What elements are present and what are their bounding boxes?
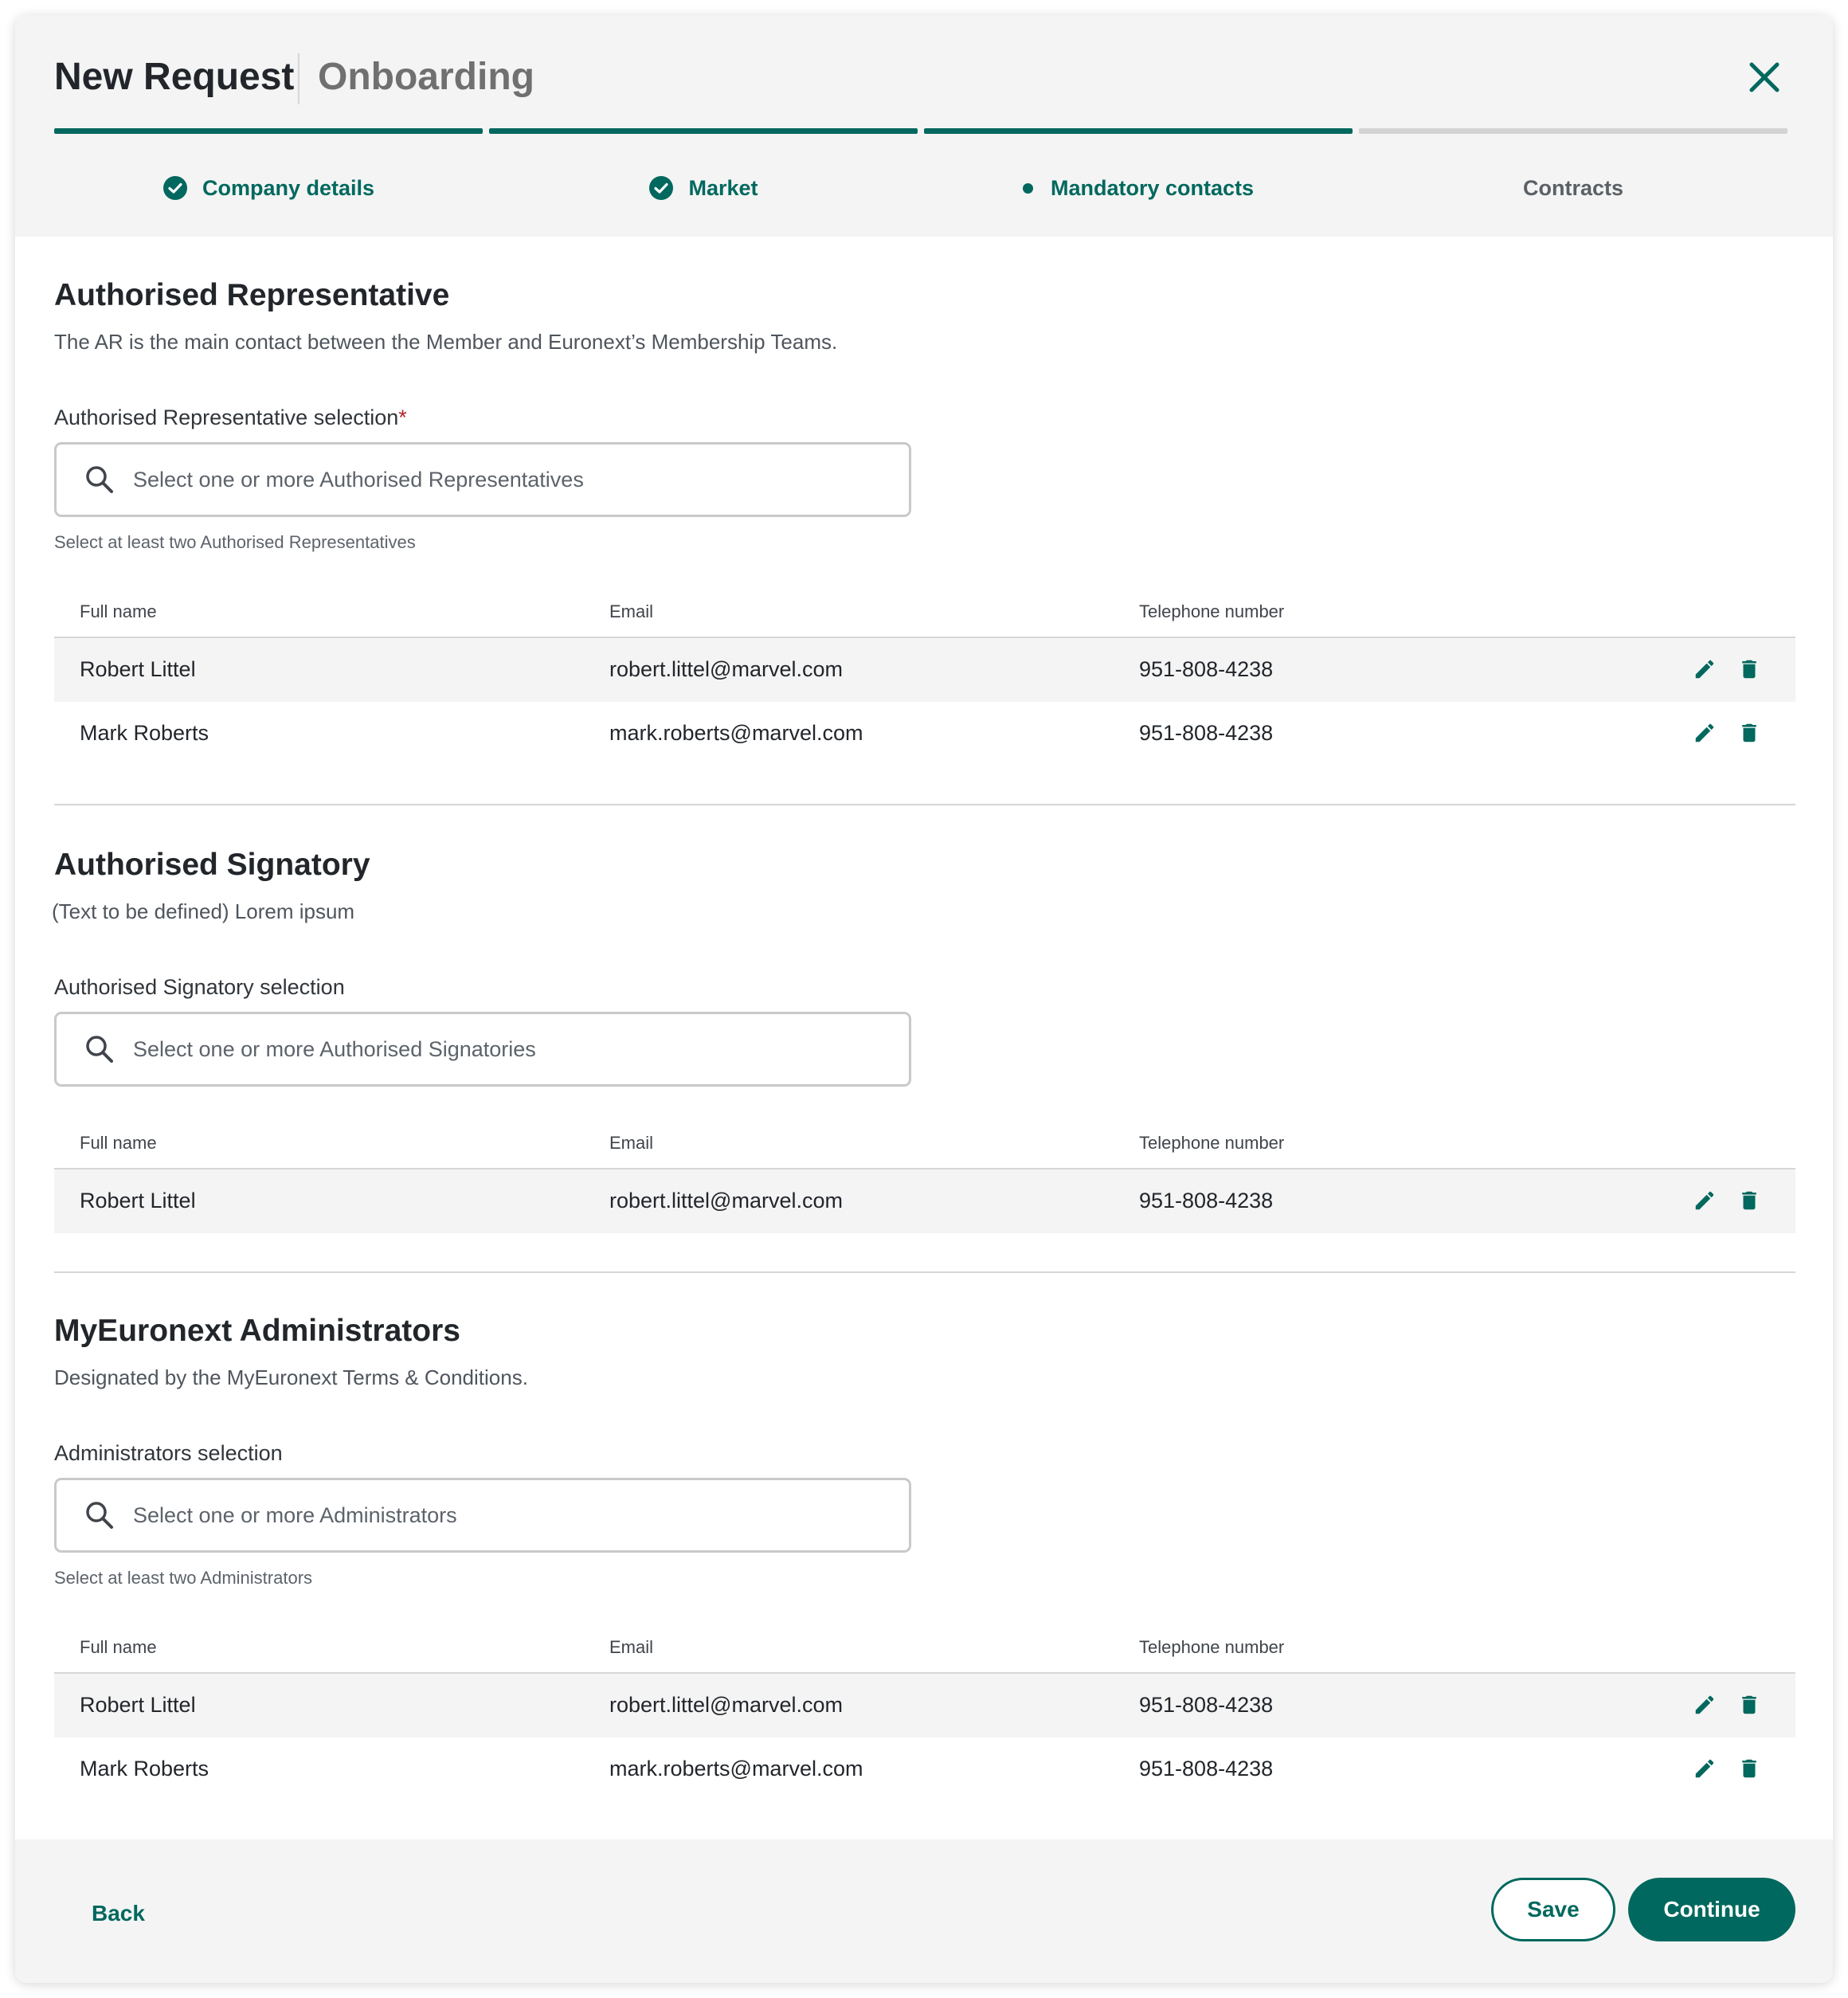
edit-button[interactable] [1691, 1755, 1718, 1782]
table-header [54, 1624, 1795, 1674]
search-icon [84, 464, 116, 496]
close-icon [1745, 58, 1783, 96]
section-desc-ar: The AR is the main contact between the Member and Euronext’s Membership Teams. [54, 330, 838, 354]
search-icon [84, 1499, 116, 1531]
pencil-icon [1693, 657, 1717, 681]
col-email: Email [609, 1133, 654, 1153]
ar-table [54, 589, 1795, 766]
delete-button[interactable] [1736, 719, 1763, 746]
table-header [54, 1120, 1795, 1169]
page-subtitle: Onboarding [318, 56, 534, 98]
step-company-details[interactable] [54, 168, 483, 208]
cell-email: robert.littel@marvel.com [609, 1693, 843, 1717]
admin-search-field[interactable] [54, 1478, 911, 1553]
section-divider [54, 804, 1795, 805]
pencil-icon [1693, 1693, 1717, 1717]
col-telephone: Telephone number [1139, 1133, 1285, 1153]
cell-email: robert.littel@marvel.com [609, 1189, 843, 1213]
pencil-icon [1693, 721, 1717, 745]
search-icon [84, 1033, 116, 1065]
as-table [54, 1120, 1795, 1233]
trash-icon [1737, 657, 1761, 681]
cell-email: mark.roberts@marvel.com [609, 721, 863, 745]
edit-button[interactable] [1691, 1691, 1718, 1718]
continue-button[interactable]: Continue [1628, 1878, 1795, 1941]
cell-phone: 951-808-4238 [1139, 1757, 1274, 1781]
pencil-icon [1693, 1189, 1717, 1213]
cell-phone: 951-808-4238 [1139, 1189, 1274, 1213]
cell-phone: 951-808-4238 [1139, 721, 1274, 745]
edit-button[interactable] [1691, 656, 1718, 683]
section-title-ar: Authorised Representative [54, 278, 450, 312]
col-full-name: Full name [80, 1637, 157, 1657]
cell-email: robert.littel@marvel.com [609, 657, 843, 681]
field-label-admin: Administrators selection [54, 1441, 283, 1465]
step-label-text: Market [688, 175, 758, 200]
required-mark: * [398, 405, 407, 429]
table-header [54, 589, 1795, 638]
cell-phone: 951-808-4238 [1139, 657, 1274, 681]
step-contracts[interactable] [1359, 168, 1787, 208]
delete-button[interactable] [1736, 1187, 1763, 1214]
admin-table [54, 1624, 1795, 1801]
cell-email: mark.roberts@marvel.com [609, 1757, 863, 1781]
cell-name: Robert Littel [80, 1693, 196, 1717]
back-button[interactable]: Back [92, 1901, 145, 1926]
trash-icon [1737, 1189, 1761, 1213]
col-full-name: Full name [80, 601, 157, 621]
section-desc-as: (Text to be defined) Lorem ipsum [52, 899, 355, 923]
col-full-name: Full name [80, 1133, 157, 1153]
field-label-as: Authorised Signatory selection [54, 975, 345, 999]
col-email: Email [609, 601, 654, 621]
step-bar-mandatory-contacts [924, 128, 1353, 134]
trash-icon [1737, 1757, 1761, 1781]
step-bar-market [489, 128, 918, 134]
cell-name: Robert Littel [80, 657, 196, 681]
check-circle-icon [648, 175, 674, 201]
pencil-icon [1693, 1757, 1717, 1781]
section-title-admin: MyEuronext Administrators [54, 1314, 460, 1348]
as-search-input[interactable] [133, 1037, 850, 1062]
trash-icon [1737, 1693, 1761, 1717]
cell-name: Mark Roberts [80, 721, 209, 745]
section-desc-admin: Designated by the MyEuronext Terms & Conditions. [54, 1365, 528, 1389]
ar-hint: Select at least two Authorised Representatives [54, 532, 416, 552]
close-button[interactable] [1745, 58, 1783, 96]
field-label-text: Authorised Representative selection [54, 405, 399, 429]
check-circle-icon [162, 175, 188, 201]
section-title-as: Authorised Signatory [54, 848, 370, 882]
step-mandatory-contacts[interactable] [924, 168, 1353, 208]
table-row [54, 638, 1795, 702]
new-request-modal [15, 15, 1833, 1983]
col-email: Email [609, 1637, 654, 1657]
step-label-text: Company details [202, 175, 375, 200]
delete-button[interactable] [1736, 1691, 1763, 1718]
modal-header [15, 15, 1833, 237]
as-search-field[interactable] [54, 1012, 911, 1087]
save-button[interactable]: Save [1491, 1878, 1615, 1941]
step-bar-company-details [54, 128, 483, 134]
delete-button[interactable] [1736, 656, 1763, 683]
section-divider [54, 1271, 1795, 1273]
cell-name: Robert Littel [80, 1189, 196, 1213]
admin-hint: Select at least two Administrators [54, 1568, 313, 1588]
table-row [54, 702, 1795, 766]
step-label-text: Mandatory contacts [1050, 175, 1255, 200]
page-title: New Request [54, 56, 295, 98]
table-row [54, 1169, 1795, 1233]
edit-button[interactable] [1691, 1187, 1718, 1214]
col-telephone: Telephone number [1139, 1637, 1285, 1657]
admin-search-input[interactable] [133, 1503, 850, 1528]
step-label-text: Contracts [1522, 175, 1624, 200]
col-telephone: Telephone number [1139, 601, 1285, 621]
step-market[interactable] [489, 168, 918, 208]
title-divider [298, 53, 300, 104]
step-bar-contracts [1359, 128, 1787, 134]
ar-search-field[interactable] [54, 442, 911, 517]
edit-button[interactable] [1691, 719, 1718, 746]
cell-name: Mark Roberts [80, 1757, 209, 1781]
table-row [54, 1737, 1795, 1801]
trash-icon [1737, 721, 1761, 745]
field-label-ar [54, 405, 407, 430]
table-row [54, 1674, 1795, 1737]
modal-footer [15, 1839, 1833, 1983]
dot-icon [1023, 183, 1033, 194]
cell-phone: 951-808-4238 [1139, 1693, 1274, 1717]
delete-button[interactable] [1736, 1755, 1763, 1782]
ar-search-input[interactable] [133, 468, 850, 492]
